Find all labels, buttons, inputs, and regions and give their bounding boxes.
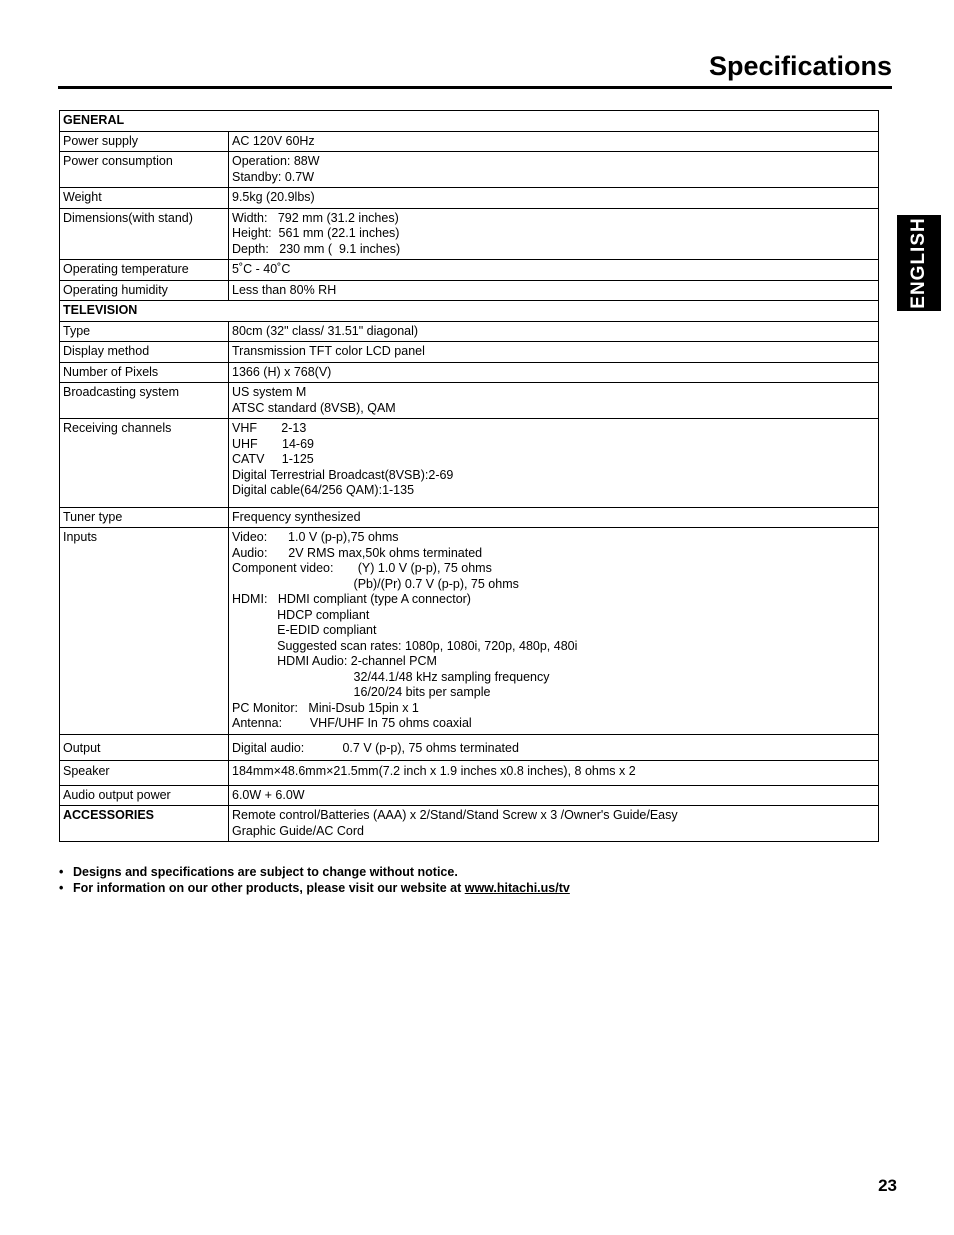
spec-value-line: HDMI: HDMI compliant (type A connector) bbox=[232, 592, 471, 606]
spec-value bbox=[229, 152, 879, 188]
spec-label: Power supply bbox=[60, 131, 229, 152]
spec-value bbox=[229, 528, 879, 735]
bullet-icon: • bbox=[59, 881, 64, 895]
section-header-accessories: ACCESSORIES bbox=[60, 806, 229, 842]
spec-value-line: Audio: 2V RMS max,50k ohms terminated bbox=[232, 545, 483, 560]
spec-label: Operating temperature bbox=[60, 260, 229, 281]
spec-value: 6.0W + 6.0W bbox=[229, 785, 879, 806]
bullet-icon: • bbox=[59, 865, 64, 879]
section-header-television: TELEVISION bbox=[60, 301, 879, 322]
spec-value: Frequency synthesized bbox=[229, 507, 879, 528]
footnote-text: Designs and specifications are subject to change without notice. bbox=[73, 865, 458, 879]
spec-label: Weight bbox=[60, 188, 229, 209]
spec-row-power-supply bbox=[60, 131, 879, 152]
spec-row-display-method bbox=[60, 342, 879, 363]
spec-value: Less than 80% RH bbox=[229, 280, 879, 301]
spec-value: AC 120V 60Hz bbox=[229, 131, 879, 152]
spec-row-speaker bbox=[60, 761, 879, 786]
spec-value-line: Component video: (Y) 1.0 V (p-p), 75 ohms bbox=[232, 561, 492, 575]
spec-row-operating-humidity bbox=[60, 280, 879, 301]
spec-value-line: UHF 14-69 bbox=[232, 436, 314, 451]
spec-label: Speaker bbox=[60, 761, 229, 786]
spec-value-line: Operation: 88W bbox=[232, 154, 320, 168]
spec-value-line: CATV 1-125 bbox=[232, 452, 314, 466]
spec-row-output bbox=[60, 734, 879, 761]
spec-label: Display method bbox=[60, 342, 229, 363]
spec-row-type bbox=[60, 321, 879, 342]
spec-value: Transmission TFT color LCD panel bbox=[229, 342, 879, 363]
section-row-general bbox=[60, 111, 879, 132]
spec-label: Dimensions(with stand) bbox=[60, 208, 229, 260]
spec-value: 184mm×48.6mm×21.5mm(7.2 inch x 1.9 inches x0.8 inches), 8 ohms x 2 bbox=[229, 761, 879, 786]
spec-value-line: Suggested scan rates: 1080p, 1080i, 720p, 480p, 480i bbox=[232, 638, 578, 653]
spec-label: Number of Pixels bbox=[60, 362, 229, 383]
title-divider bbox=[58, 86, 892, 89]
spec-label: Type bbox=[60, 321, 229, 342]
spec-row-receiving-channels bbox=[60, 419, 879, 508]
spec-label: Inputs bbox=[60, 528, 229, 735]
spec-value-line: Standby: 0.7W bbox=[232, 169, 314, 184]
spec-value bbox=[229, 208, 879, 260]
page-title: Specifications bbox=[708, 51, 892, 81]
spec-row-broadcasting-system bbox=[60, 383, 879, 419]
language-tab-label: ENGLISH bbox=[908, 217, 929, 309]
spec-row-dimensions bbox=[60, 208, 879, 260]
spec-value-line: E-EDID compliant bbox=[232, 623, 377, 637]
spec-label: Tuner type bbox=[60, 507, 229, 528]
spec-row-weight bbox=[60, 188, 879, 209]
spec-value: 1366 (H) x 768(V) bbox=[229, 362, 879, 383]
spec-value-line: Width: 792 mm (31.2 inches) bbox=[232, 210, 399, 225]
spec-value bbox=[229, 383, 879, 419]
spec-value: 80cm (32" class/ 31.51" diagonal) bbox=[229, 321, 879, 342]
spec-value-line: PC Monitor: Mini-Dsub 15pin x 1 bbox=[232, 700, 419, 715]
spec-value-line: VHF 2-13 bbox=[232, 421, 307, 435]
spec-value-line: 16/20/24 bits per sample bbox=[232, 685, 491, 699]
spec-label: Broadcasting system bbox=[60, 383, 229, 419]
spec-value: 9.5kg (20.9lbs) bbox=[229, 188, 879, 209]
spec-value-line: Height: 561 mm (22.1 inches) bbox=[232, 226, 400, 240]
spec-value-line: Graphic Guide/AC Cord bbox=[232, 823, 365, 838]
spec-label: Output bbox=[60, 734, 229, 761]
spec-value bbox=[229, 806, 879, 842]
footnotes bbox=[59, 864, 879, 896]
specifications-table bbox=[59, 110, 879, 842]
spec-value-line: Remote control/Batteries (AAA) x 2/Stand/Stand Screw x 3 /Owner's Guide/Easy bbox=[232, 808, 678, 822]
spec-value-line: Video: 1.0 V (p-p),75 ohms bbox=[232, 530, 399, 544]
section-row-television bbox=[60, 301, 879, 322]
spec-value-line: Depth: 230 mm ( 9.1 inches) bbox=[232, 241, 401, 256]
spec-value bbox=[229, 419, 879, 508]
section-row-accessories bbox=[60, 806, 879, 842]
spec-row-number-of-pixels bbox=[60, 362, 879, 383]
spec-value-line: Digital cable(64/256 QAM):1-135 bbox=[232, 483, 415, 497]
spec-label: Power consumption bbox=[60, 152, 229, 188]
spec-label: Operating humidity bbox=[60, 280, 229, 301]
footnote-item bbox=[59, 864, 879, 880]
spec-row-inputs bbox=[60, 528, 879, 735]
spec-row-power-consumption bbox=[60, 152, 879, 188]
section-header-general: GENERAL bbox=[60, 111, 879, 132]
website-link[interactable]: www.hitachi.us/tv bbox=[464, 881, 570, 895]
page-number: 23 bbox=[878, 1176, 897, 1195]
spec-value-line: Digital Terrestrial Broadcast(8VSB):2-69 bbox=[232, 467, 454, 482]
spec-value-line: US system M bbox=[232, 385, 307, 399]
spec-value: Digital audio: 0.7 V (p-p), 75 ohms terminated bbox=[229, 734, 879, 761]
footnote-text bbox=[73, 880, 570, 896]
spec-label: Audio output power bbox=[60, 785, 229, 806]
spec-row-operating-temperature bbox=[60, 260, 879, 281]
spec-value: 5˚C - 40˚C bbox=[229, 260, 879, 281]
spec-value-line: 32/44.1/48 kHz sampling frequency bbox=[232, 669, 550, 684]
spec-value-line: HDCP compliant bbox=[232, 607, 370, 622]
spec-value-line: (Pb)/(Pr) 0.7 V (p-p), 75 ohms bbox=[232, 576, 519, 591]
spec-label: Receiving channels bbox=[60, 419, 229, 508]
spec-row-tuner-type bbox=[60, 507, 879, 528]
footnote-prefix: For information on our other products, please visit our website at bbox=[73, 881, 465, 895]
spec-value-line: Antenna: VHF/UHF In 75 ohms coaxial bbox=[232, 716, 472, 730]
language-tab bbox=[897, 215, 941, 311]
footnote-item bbox=[59, 880, 879, 896]
spec-value-line: ATSC standard (8VSB), QAM bbox=[232, 400, 396, 415]
spec-value-line: HDMI Audio: 2-channel PCM bbox=[232, 654, 437, 668]
spec-row-audio-output-power bbox=[60, 785, 879, 806]
